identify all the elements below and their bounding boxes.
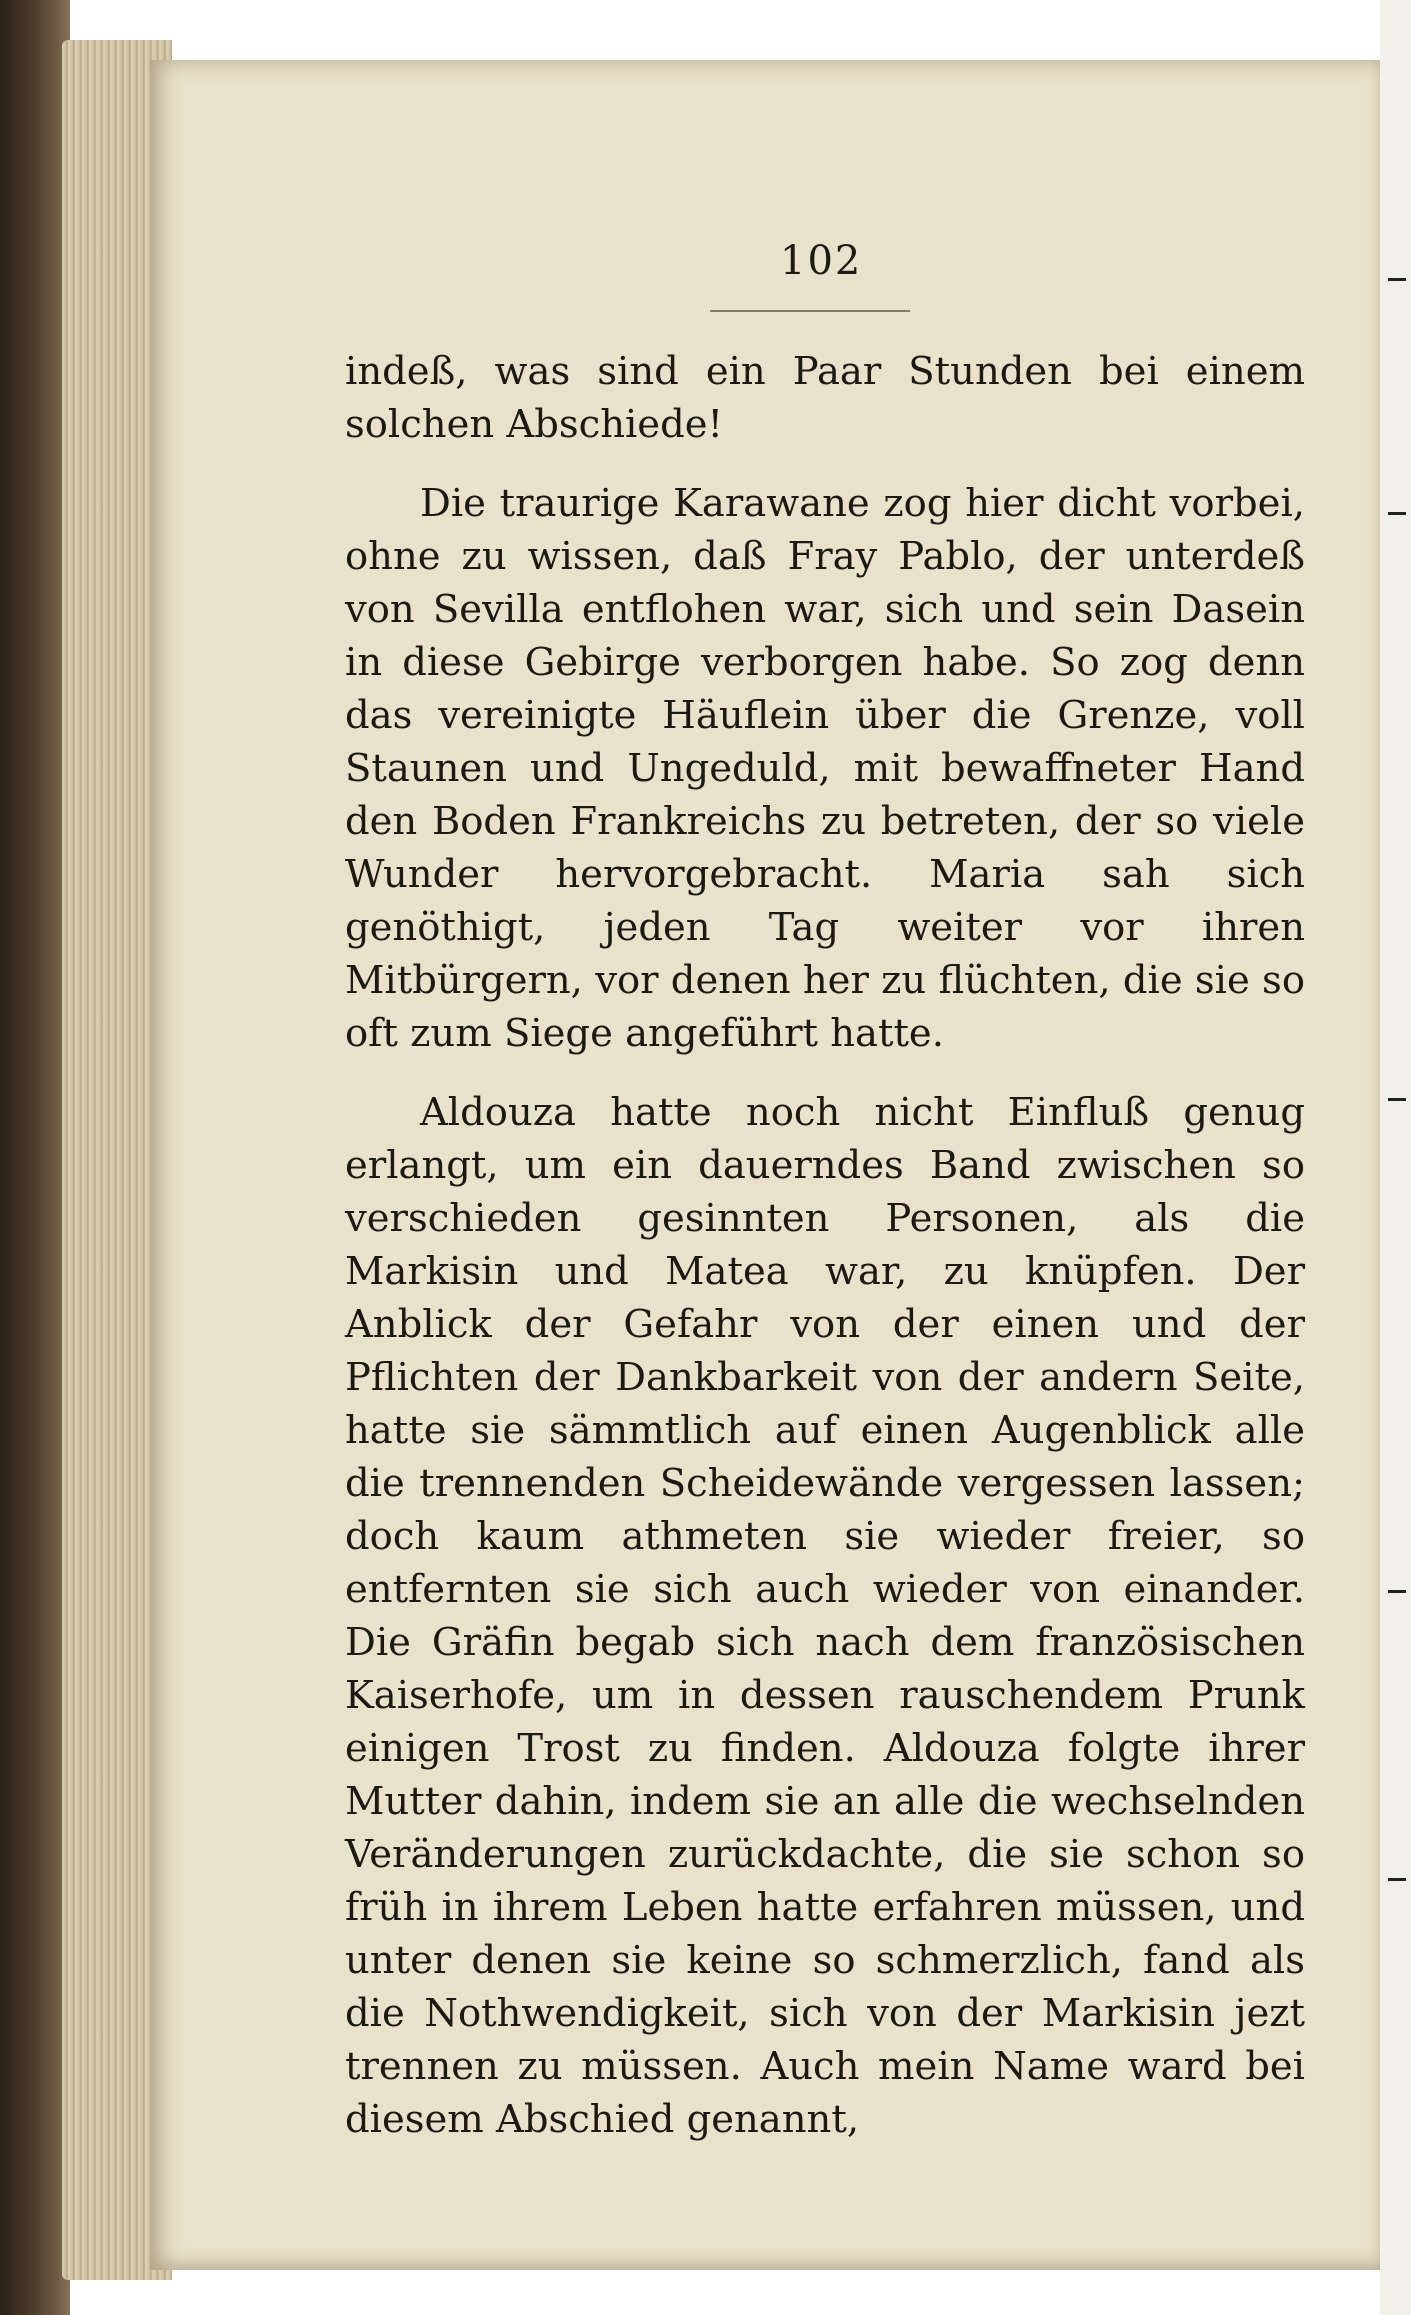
body-text <box>345 345 1305 2146</box>
scan-tick-mark <box>1388 1098 1406 1101</box>
paragraph: Die traurige Karawane zog hier dicht vorbei, ohne zu wissen, daß Fray Pablo, der unterdeß von Sevilla entflohen war, sich und sein Dasein in diese Gebirge verborgen habe. So zog denn das vereinigte Häuflein über die Grenze, voll Staunen und Ungeduld, mit bewaffneter Hand den Boden Frankreichs zu betreten, der so viele Wunder hervorgebracht. Maria sah sich genöthigt, jeden Tag weiter vor ihren Mitbürgern, vor denen her zu flüchten, die sie so oft zum Siege angeführt hatte. <box>345 481 1305 1056</box>
scan-tick-mark <box>1388 1878 1406 1881</box>
book-cover-edge <box>0 0 70 2315</box>
page-number: 102 <box>780 238 863 284</box>
paragraph: Aldouza hatte noch nicht Einfluß genug erlangt, um ein dauerndes Band zwischen so verschieden gesinnten Personen, als die Markisin und Matea war, zu knüpfen. Der Anblick der Gefahr von der einen und der Pflichten der Dankbarkeit von der andern Seite, hatte sie sämmtlich auf einen Augenblick alle die trennenden Scheidewände vergessen lassen; doch kaum athmeten sie wieder freier, so entfernten sie sich auch wieder von einander. Die Gräfin begab sich nach dem französischen Kaiserhofe, um in dessen rauschendem Prunk einigen Trost zu finden. Aldouza folgte ihrer Mutter dahin, indem sie an alle die wechselnden Veränderungen zurückdachte, die sie schon so früh in ihrem Leben hatte erfahren müssen, und unter denen sie keine so schmerzlich, fand als die Nothwendigkeit, sich von der Markisin jezt trennen zu müssen. Auch mein Name ward bei diesem Abschied genannt, <box>345 1090 1305 2142</box>
scan-margin <box>1380 0 1411 2315</box>
scan-tick-mark <box>1388 512 1406 515</box>
header-rule <box>710 310 910 312</box>
scan-tick-mark <box>1388 1590 1406 1593</box>
scan-tick-mark <box>1388 278 1406 281</box>
paragraph: indeß, was sind ein Paar Stunden bei einem solchen Abschiede! <box>345 349 1305 447</box>
